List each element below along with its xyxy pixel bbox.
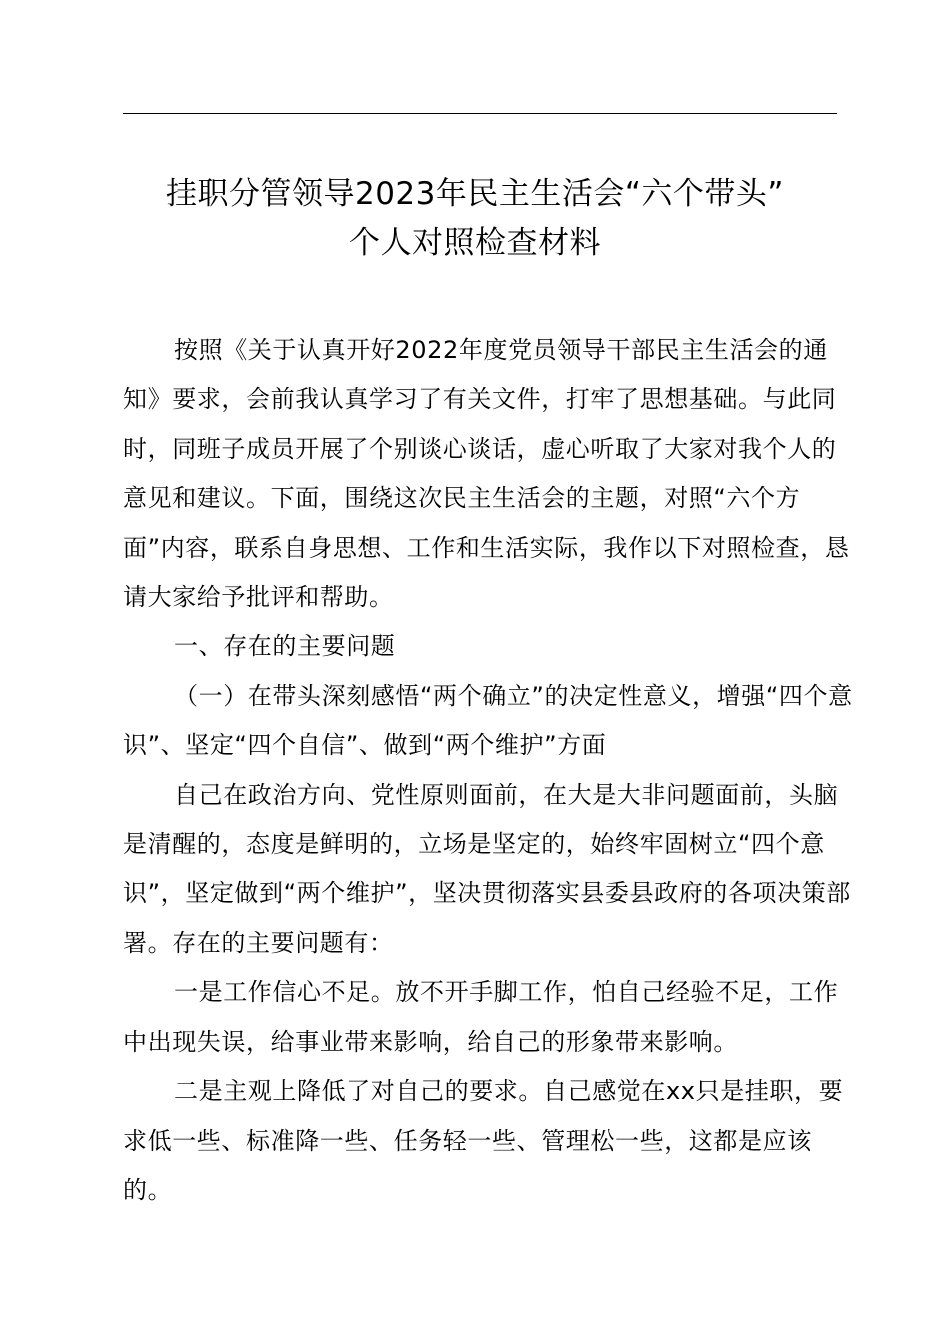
section-heading: 一、存在的主要问题 (174, 632, 396, 661)
document-body (123, 326, 853, 1215)
header-rule (123, 113, 837, 114)
subsection-heading: （一）在带头深刻感悟“两个确立”的决定性意义，增强“四个意识”、坚定“四个自信”、做到“两个维护”方面 (123, 681, 853, 760)
problem-item-1: 一是工作信心不足。放不开手脚工作，怕自己经验不足，工作中出现失误，给事业带来影响，给自己的形象带来影响。 (123, 978, 839, 1056)
body-paragraph: 自己在政治方向、党性原则面前，在大是大非问题面前，头脑是清醒的，态度是鲜明的，立场是坚定的，始终牢固树立“四个意识”，坚定做到“两个维护”，坚决贯彻落实县委县政府的各项决策部署。存在的主要问题有： (123, 780, 851, 957)
intro-paragraph: 按照《关于认真开好2022年度党员领导干部民主生活会的通知》要求，会前我认真学习了有关文件，打牢了思想基础。与此同时，同班子成员开展了个别谈心谈话，虚心听取了大家对我个人的意见和建议。下面，围绕这次民主生活会的主题，对照“六个方面”内容，联系自身思想、工作和生活实际，我作以下对照检查，恳请大家给予批评和帮助。 (123, 336, 850, 612)
document-title-line-1: 挂职分管领导2023年民主生活会“六个带头” (165, 176, 784, 212)
problem-item-2: 二是主观上降低了对自己的要求。自己感觉在xx只是挂职，要求低一些、标准降一些、任务轻一些、管理松一些，这都是应该的。 (123, 1077, 844, 1204)
document-title-line-2: 个人对照检查材料 (349, 225, 601, 261)
